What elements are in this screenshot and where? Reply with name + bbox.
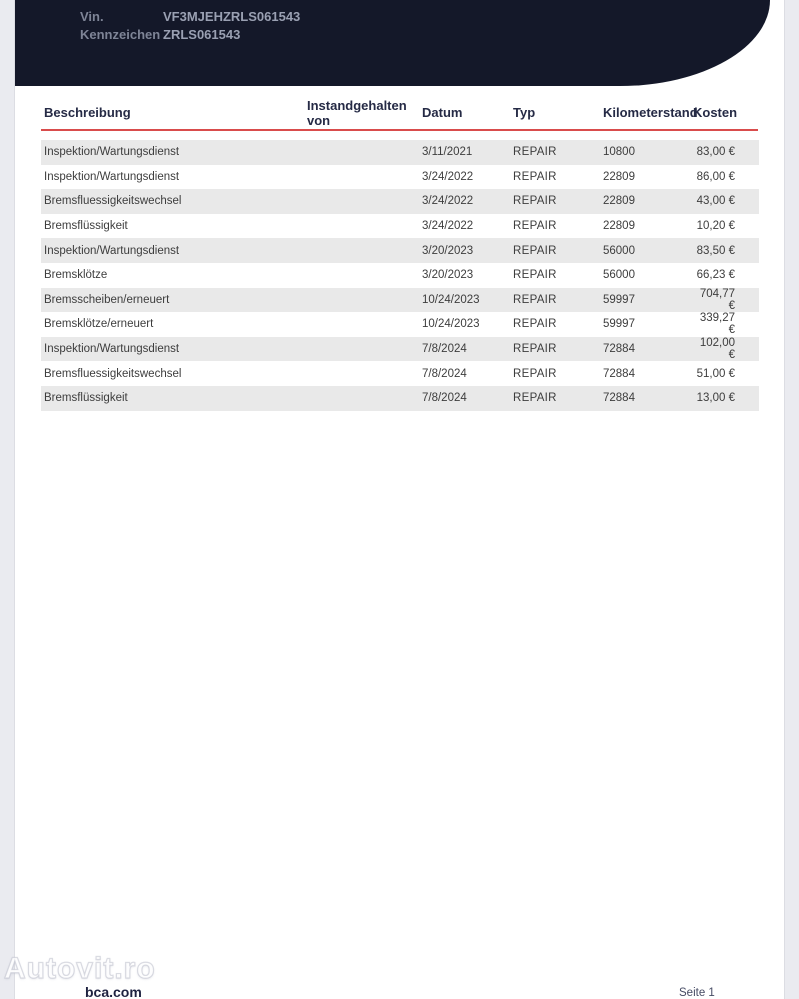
cell-datum: 3/24/2022 [422, 220, 474, 233]
cell-kilometerstand: 72884 [603, 392, 635, 405]
footer-site-link[interactable]: bca.com [85, 984, 142, 999]
cell-kosten: 102,00 € [699, 337, 735, 362]
service-history-table [41, 96, 759, 411]
cell-kosten: 66,23 € [696, 269, 735, 282]
table-row [41, 214, 759, 239]
cell-typ: REPAIR [513, 318, 557, 331]
cell-kilometerstand: 10800 [603, 146, 635, 159]
table-header-row [41, 96, 759, 129]
cell-kilometerstand: 56000 [603, 269, 635, 282]
cell-kilometerstand: 72884 [603, 367, 635, 380]
column-header-kosten: Kosten [693, 105, 738, 120]
cell-typ: REPAIR [513, 195, 557, 208]
vehicle-field-label: Kennzeichen [80, 27, 161, 42]
cell-typ: REPAIR [513, 392, 557, 405]
cell-kilometerstand: 56000 [603, 244, 635, 257]
cell-datum: 7/8/2024 [422, 367, 467, 380]
cell-kilometerstand: 22809 [603, 170, 635, 183]
cell-kosten: 83,50 € [696, 244, 735, 257]
cell-beschreibung: Bremsklötze/erneuert [44, 318, 154, 331]
header-divider-line [41, 129, 758, 131]
report-page [15, 0, 784, 999]
cell-kilometerstand: 22809 [603, 195, 635, 208]
column-header-beschreibung: Beschreibung [44, 105, 131, 120]
cell-kilometerstand: 59997 [603, 293, 635, 306]
cell-typ: REPAIR [513, 244, 557, 257]
vehicle-fields [80, 8, 300, 44]
cell-datum: 3/11/2021 [422, 146, 473, 159]
cell-datum: 3/24/2022 [422, 195, 474, 208]
cell-beschreibung: Bremsfluessigkeitswechsel [44, 367, 182, 380]
vehicle-header-band [15, 0, 770, 86]
cell-typ: REPAIR [513, 293, 557, 306]
cell-datum: 3/24/2022 [422, 170, 474, 183]
cell-kosten: 51,00 € [696, 367, 735, 380]
cell-typ: REPAIR [513, 170, 557, 183]
cell-beschreibung: Bremsklötze [44, 269, 108, 282]
table-body [41, 140, 759, 411]
cell-kosten: 704,77 € [699, 287, 735, 312]
cell-beschreibung: Bremsflüssigkeit [44, 392, 128, 405]
vehicle-field-value: ZRLS061543 [163, 27, 241, 42]
cell-kosten: 86,00 € [696, 170, 735, 183]
table-row [41, 361, 759, 386]
table-row [41, 189, 759, 214]
cell-beschreibung: Bremsflüssigkeit [44, 220, 128, 233]
cell-kilometerstand: 22809 [603, 220, 635, 233]
cell-beschreibung: Inspektion/Wartungsdienst [44, 244, 180, 257]
cell-typ: REPAIR [513, 146, 557, 159]
table-row [41, 386, 759, 411]
cell-datum: 3/20/2023 [422, 244, 474, 257]
cell-beschreibung: Inspektion/Wartungsdienst [44, 343, 180, 356]
cell-kilometerstand: 72884 [603, 343, 635, 356]
cell-kilometerstand: 59997 [603, 318, 635, 331]
cell-beschreibung: Bremsscheiben/erneuert [44, 293, 170, 306]
vehicle-field-label: Vin. [80, 9, 104, 24]
page-margin-left [0, 0, 15, 999]
cell-kosten: 10,20 € [696, 220, 735, 233]
vehicle-field-row [80, 8, 300, 26]
table-row [41, 288, 759, 313]
cell-typ: REPAIR [513, 367, 557, 380]
table-row [41, 337, 759, 362]
table-row [41, 263, 759, 288]
cell-kosten: 83,00 € [696, 146, 735, 159]
cell-datum: 10/24/2023 [422, 318, 480, 331]
cell-kosten: 13,00 € [696, 392, 735, 405]
cell-datum: 7/8/2024 [422, 343, 467, 356]
cell-beschreibung: Inspektion/Wartungsdienst [44, 170, 180, 183]
table-row [41, 165, 759, 190]
cell-datum: 3/20/2023 [422, 269, 474, 282]
column-header-datum: Datum [422, 105, 463, 120]
cell-kosten: 43,00 € [696, 195, 735, 208]
cell-typ: REPAIR [513, 220, 557, 233]
vehicle-field-value: VF3MJEHZRLS061543 [163, 9, 301, 24]
table-row [41, 238, 759, 263]
column-header-typ: Typ [513, 105, 536, 120]
cell-datum: 10/24/2023 [422, 293, 480, 306]
vehicle-field-row [80, 26, 300, 44]
table-row [41, 140, 759, 165]
cell-beschreibung: Bremsfluessigkeitswechsel [44, 195, 182, 208]
column-header-kilometerstand: Kilometerstand [603, 105, 698, 120]
page-number: Seite 1 [679, 987, 715, 999]
page-margin-right [784, 0, 799, 999]
table-row [41, 312, 759, 337]
cell-datum: 7/8/2024 [422, 392, 467, 405]
autovit-watermark: Autovit.ro [4, 952, 156, 985]
column-header-instandgehalten-von: Instandgehalten von [307, 97, 407, 128]
cell-typ: REPAIR [513, 343, 557, 356]
cell-kosten: 339,27 € [699, 312, 735, 337]
cell-beschreibung: Inspektion/Wartungsdienst [44, 146, 180, 159]
cell-typ: REPAIR [513, 269, 557, 282]
